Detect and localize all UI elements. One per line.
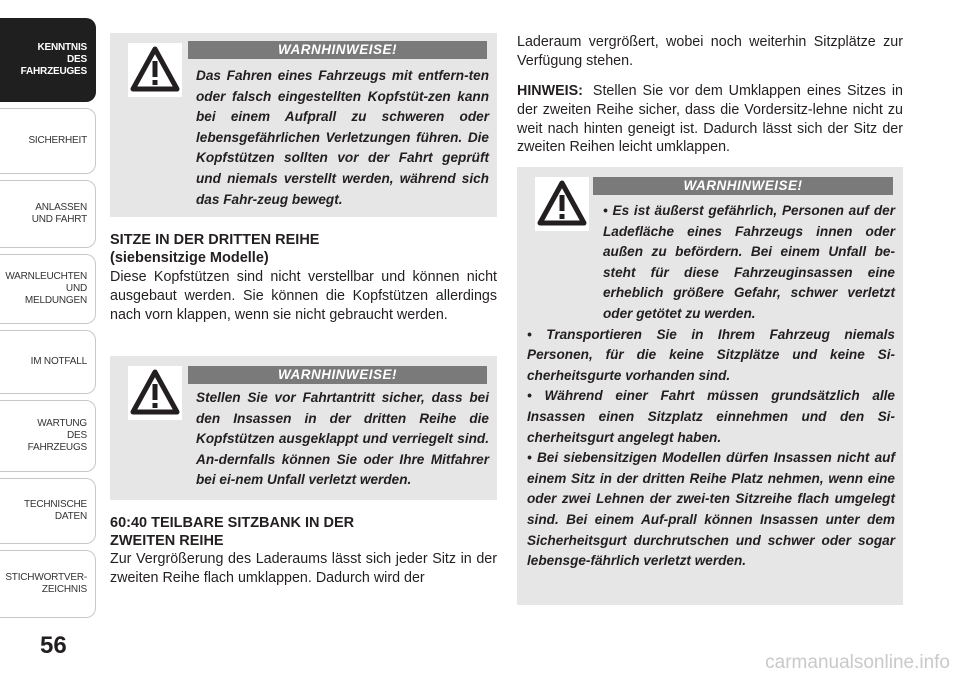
warning-title: WARNHINWEISE! bbox=[188, 41, 487, 59]
heading-line: SITZE IN DER DRITTEN REIHE bbox=[110, 232, 320, 248]
warning-text bbox=[120, 388, 489, 491]
note-label: HINWEIS: bbox=[517, 83, 583, 99]
warning-bullet: • Während einer Fahrt müssen grundsätzlich alle Insassen einen Sitzplatz einnehmen und den Si-cherheitsgurt angelegt haben. bbox=[527, 388, 895, 445]
section-heading-second-row bbox=[110, 515, 500, 550]
tab-warnleuchten-und-meldungen[interactable]: WARNLEUCHTEN UND MELDUNGEN bbox=[0, 254, 96, 324]
warning-paragraph: Das Fahren eines Fahrzeugs mit entfern-ten oder falsch eingestellten Kopfstüt-zen kann bei einem Aufprall zu schweren oder lebensgefährlichen Verletzungen führen. Die Kopfstützen sollten vor der Fahrt geprüft und niemals verstellt werden, während sich das Fahr-zeug bewegt. bbox=[196, 68, 489, 207]
warning-text bbox=[120, 66, 489, 210]
warning-title: WARNHINWEISE! bbox=[188, 366, 487, 384]
warning-text bbox=[527, 201, 895, 572]
note-text bbox=[517, 82, 903, 157]
page-number: 56 bbox=[40, 632, 67, 659]
paragraph: Laderaum vergrößert, wobei noch weiterhin Sitzplätze zur Verfügung stehen. bbox=[517, 34, 903, 69]
paragraph: Zur Vergrößerung des Laderaums lässt sich jeder Sitz in der zweiten Reihe flach umklappen. Dadurch wird der bbox=[110, 551, 497, 586]
note-body: Stellen Sie vor dem Umklappen eines Sitzes in der zweiten Reihe sicher, dass die Vordersitz-lehne nicht zu weit nach hinten geneigt ist. Dadurch lässt sich der Sitz der zweiten Reihen leicht umklappen. bbox=[517, 83, 903, 156]
tab-kenntnis-des-fahrzeuges[interactable]: KENNTNIS DES FAHRZEUGES bbox=[0, 18, 96, 102]
warning-box-2 bbox=[110, 356, 497, 500]
tab-anlassen-und-fahrt[interactable]: ANLASSEN UND FAHRT bbox=[0, 180, 96, 248]
heading-subline: (siebensitzige Modelle) bbox=[110, 249, 269, 266]
section-heading-third-row bbox=[110, 232, 500, 267]
tab-sicherheit[interactable]: SICHERHEIT bbox=[0, 108, 96, 174]
paragraph: Diese Kopfstützen sind nicht verstellbar und können nicht ausgebaut werden. Sie können die Kopfstützen allerdings nach vorn klappen, wenn sie nicht gebraucht werden. bbox=[110, 269, 497, 323]
warning-bullet: • Transportieren Sie in Ihrem Fahrzeug niemals Personen, für die keine Sitzplätze und keine Si-cherheitsgurte vorhanden sind. bbox=[527, 326, 895, 383]
tab-stichwortverzeichnis[interactable]: STICHWORTVER- ZEICHNIS bbox=[0, 550, 96, 618]
warning-bullet: • Bei siebensitzigen Modellen dürfen Insassen nicht auf einem Sitz in der dritten Reihe Platz nehmen, wenn eine oder zwei Lehnen der zwei-ten Sitzreihe flach umgelegt sind. Bei einem Auf-prall können Insassen unter dem Sicherheitsgurt durchrutschen und schwer oder sogar lebensge-fährlich verletzt werden. bbox=[527, 450, 895, 569]
body-text-third-row bbox=[110, 268, 497, 324]
body-text-continuation bbox=[517, 33, 903, 71]
warning-paragraph: Stellen Sie vor Fahrtantritt sicher, dass bei den Insassen in der dritten Reihe die Kopfstützen ausgeklappt und verriegelt sind. An-dernfalls können Sie oder Ihre Mitfahrer bei ei-nem Unfall verletzt werden. bbox=[196, 390, 489, 488]
watermark: carmanualsonline.info bbox=[765, 652, 950, 673]
warning-box-3 bbox=[517, 167, 903, 605]
tab-im-notfall[interactable]: IM NOTFALL bbox=[0, 330, 96, 394]
body-text-second-row bbox=[110, 550, 497, 588]
warning-bullet: • Es ist äußerst gefährlich, Personen auf der Ladefläche eines Fahrzeugs innen oder außen zu befördern. Bei einem Unfall be-steht für diese Fahrzeuginsassen eine erheblich größere Gefahr, schwer verletzt oder getötet zu werden. bbox=[603, 203, 895, 321]
heading-subline: ZWEITEN REIHE bbox=[110, 532, 224, 549]
tab-wartung-des-fahrzeugs[interactable]: WARTUNG DES FAHRZEUGS bbox=[0, 400, 96, 472]
heading-line: 60:40 TEILBARE SITZBANK IN DER bbox=[110, 515, 355, 531]
warning-title: WARNHINWEISE! bbox=[593, 177, 893, 195]
warning-box-1 bbox=[110, 33, 497, 217]
tab-technische-daten[interactable]: TECHNISCHE DATEN bbox=[0, 478, 96, 544]
